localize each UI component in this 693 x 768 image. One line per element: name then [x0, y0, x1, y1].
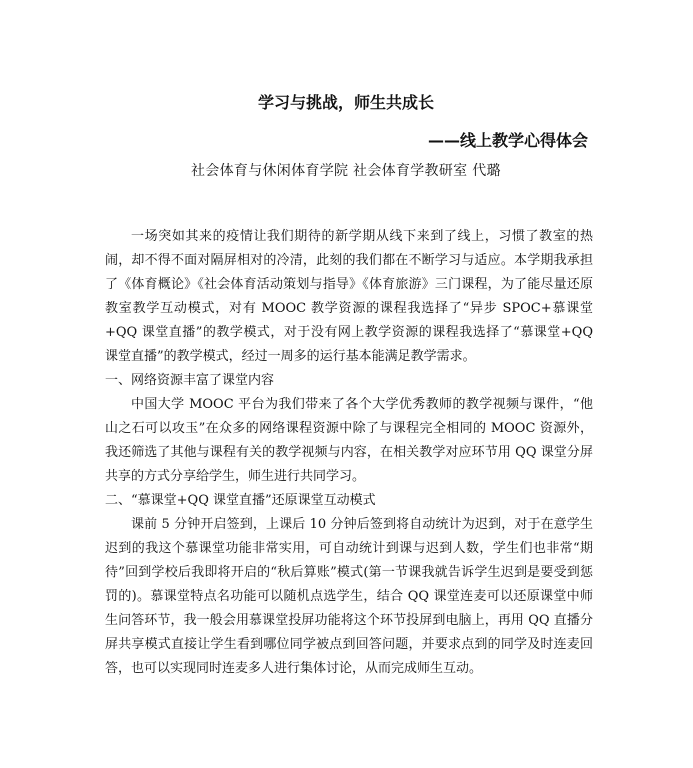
- paragraph-network-resources: 中国大学 MOOC 平台为我们带来了各个大学优秀教师的教学视频与课件，“他山之石可以攻玉”在众多的网络课程资源中除了与课程完全相同的 MOOC 资源外，我还筛选了其他与课程有关的教学视频与内容，在相关教学对应环节用 QQ 课堂分屏共享的方式分享给学生，师生进行共同学习。: [105, 397, 593, 484]
- document-body: [105, 225, 593, 681]
- section-heading-classroom-interaction: 二、“慕课堂+QQ 课堂直播”还原课堂互动模式: [105, 493, 376, 508]
- paragraph-intro: 一场突如其来的疫情让我们期待的新学期从线下来到了线上，习惯了教室的热闹，却不得不面对隔屏相对的冷清，此刻的我们都在不断学习与适应。本学期我承担了《体育概论》《社会体育活动策划与指导》《体育旅游》三门课程，为了能尽量还原教室教学互动模式，对有 MOOC 教学资源的课程我选择了“异步 SPOC+慕课堂+QQ 课堂直播”的教学模式，对于没有网上教学资源的课程我选择了“慕课堂+QQ 课堂直播”的教学模式，经过一周多的运行基本能满足教学需求。: [105, 229, 593, 364]
- author-line: 社会体育与休闲体育学院 社会体育学教研室 代璐: [191, 163, 501, 179]
- section-heading-network-resources: 一、网络资源丰富了课堂内容: [105, 373, 275, 388]
- paragraph-classroom-interaction: 课前 5 分钟开启签到，上课后 10 分钟后签到将自动统计为迟到，对于在意学生迟到的我这个慕课堂功能非常实用，可自动统计到课与迟到人数，学生们也非常“期待”回到学校后我即将开启的“秋后算账”模式(第一节课我就告诉学生迟到是要受到惩罚的)。慕课堂特点名功能可以随机点选学生，结合 QQ 课堂连麦可以还原课堂中师生问答环节，我一般会用慕课堂投屏功能将这个环节投屏到电脑上，再用 QQ 直播分屏共享模式直接让学生看到哪位同学被点到回答问题，并要求点到的同学及时连麦回答，也可以实现同时连麦多人进行集体讨论，从而完成师生互动。: [105, 517, 593, 676]
- document-title: 学习与挑战，师生共成长: [258, 93, 435, 112]
- document-subtitle: ——线上教学心得体会: [428, 131, 589, 150]
